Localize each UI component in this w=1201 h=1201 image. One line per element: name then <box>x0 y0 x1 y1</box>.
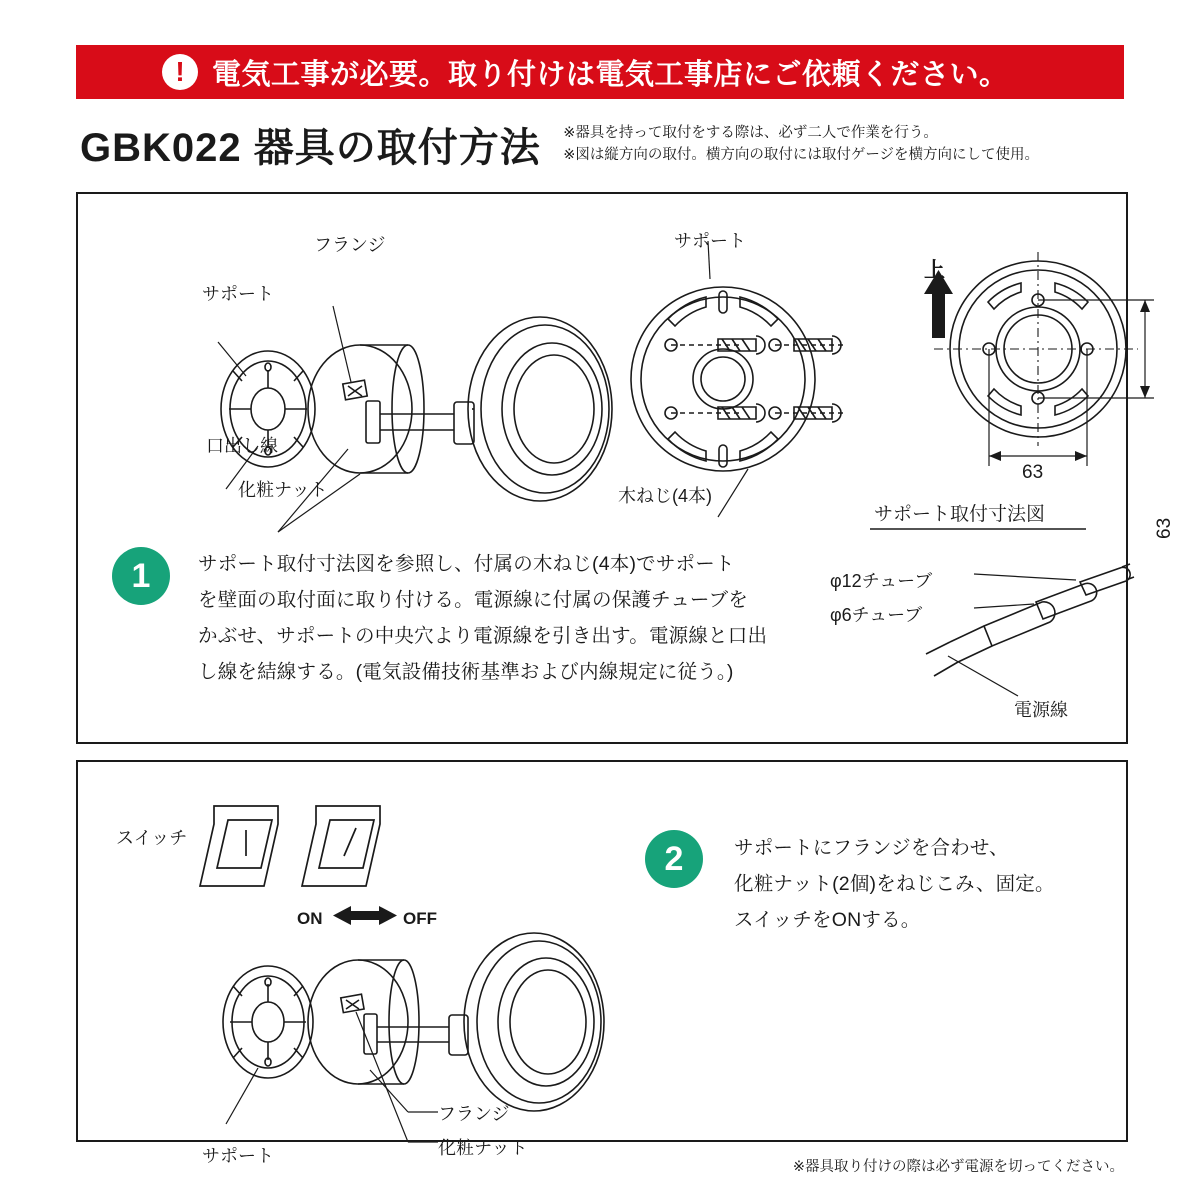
label-switch-off: OFF <box>403 909 437 928</box>
title-notes <box>563 122 1039 167</box>
step2-panel <box>76 760 1128 1166</box>
step-2-badge: 2 <box>645 830 703 888</box>
dimension-caption: サポート取付寸法図 <box>874 504 1046 525</box>
label-support-left: サポート <box>202 284 274 304</box>
label-switch: スイッチ <box>116 828 188 848</box>
exclamation-icon: ! <box>162 54 198 90</box>
step-1-line-3: かぶせ、サポートの中央穴より電源線を引き出す。電源線と口出 <box>198 625 768 648</box>
title-note-2: ※図は縦方向の取付。横方向の取付には取付ゲージを横方向にして使用。 <box>563 147 1040 164</box>
label-tube-6: φ6チューブ <box>830 605 923 625</box>
step-2-text <box>734 830 1114 938</box>
footnote: ※器具取り付けの際は必ず電源を切ってください。 <box>792 1159 1124 1175</box>
dimension-vertical: 63 <box>1154 517 1175 539</box>
page-title: GBK022 器具の取付方法 <box>80 126 541 170</box>
label-support-mid: サポート <box>674 231 746 251</box>
step-1-line-4: し線を結線する。(電気設備技術基準および内線規定に従う。) <box>198 661 734 684</box>
label-wood-screw: 木ねじ(4本) <box>618 486 712 506</box>
label-decorative-nut-bottom: 化粧ナット <box>438 1138 528 1158</box>
mounting-dimension-diagram <box>868 244 1168 534</box>
label-flange-bottom: フランジ <box>438 1104 510 1124</box>
step-2-line-1: サポートにフランジを合わせ、 <box>734 837 1009 859</box>
step-2-line-2: 化粧ナット(2個)をねじこみ、固定。 <box>734 873 1055 896</box>
label-decorative-nut: 化粧ナット <box>238 480 328 500</box>
step-1-text <box>198 546 848 690</box>
dimension-caption-rule <box>870 526 1100 532</box>
step-1-badge: 1 <box>112 547 170 605</box>
step-2-line-3: スイッチをONする。 <box>734 909 921 932</box>
assembled-fixture-diagram <box>108 892 668 1142</box>
warning-banner-text: 電気工事が必要。取り付けは電気工事店にご依頼ください。 <box>212 58 1009 91</box>
step1-panel <box>76 192 1175 744</box>
title-note-1: ※器具を持って取付をする際は、必ず二人で作業を行う。 <box>563 125 938 141</box>
label-up-direction: 上 <box>924 259 945 282</box>
label-lead-wire: 口出し線 <box>206 436 278 456</box>
exploded-assembly-diagram <box>108 234 668 564</box>
warning-banner <box>76 45 1124 99</box>
label-power-line: 電源線 <box>1014 700 1068 720</box>
title-row <box>80 116 1130 176</box>
label-support-bottom: サポート <box>202 1146 274 1166</box>
dimension-horizontal: 63 <box>1022 462 1044 483</box>
label-switch-on: ON <box>297 909 323 928</box>
label-flange: フランジ <box>314 235 386 255</box>
step-1-line-2: を壁面の取付面に取り付ける。電源線に付属の保護チューブを <box>198 589 749 612</box>
support-screw-diagram <box>598 249 898 519</box>
step-1-line-1: サポート取付寸法図を参照し、付属の木ねじ(4本)でサポート <box>198 553 735 575</box>
label-tube-12: φ12チューブ <box>830 571 933 591</box>
